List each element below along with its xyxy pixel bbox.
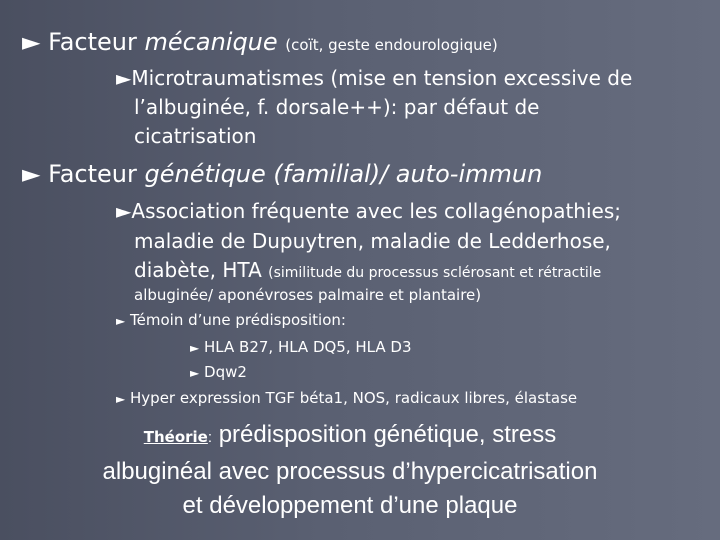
section2-sub-line4: albuginée/ aponévroses palmaire et plantaire) [134,286,482,304]
triangle-bullet-icon: ► [190,341,200,355]
section2-sub-line2: maladie de Dupuytren, maladie de Ledderhose, [134,229,611,253]
theory-line3: et développement d’une plaque [182,492,518,519]
theory-line2: albuginéal avec processus d’hypercicatrisation [102,458,598,485]
section1-title-b: mécanique [144,28,278,56]
section2-sub-line1: ►Association fréquente avec les collagénopathies; [116,199,621,223]
triangle-bullet-icon: ► [116,392,126,406]
triangle-bullet-icon: ► [22,160,41,188]
theory-label: Théorie [143,428,208,446]
list-item: ► Dqw2 [190,363,247,381]
section2-sub-line3: diabète, HTA (similitude du processus sclérosant et rétractile [134,258,602,282]
section1-title-note: (coït, geste endourologique) [285,36,498,54]
section2-heading [22,160,542,188]
section1-title-a: Facteur [48,28,137,56]
triangle-bullet-icon: ► [190,366,200,380]
section1-sub-line2: l’albuginée, f. dorsale++): par défaut de [134,95,540,119]
section2-title-b: génétique (familial)/ auto-immun [144,160,543,188]
triangle-bullet-icon: ► [22,28,41,56]
list-item: ► Témoin d’une prédisposition: [116,311,346,329]
section1-heading [22,28,498,56]
section1-sub-line1: ►Microtraumatismes (mise en tension excessive de [116,66,633,90]
theory-line1: Théorie: prédisposition génétique, stress [143,421,557,448]
triangle-bullet-icon: ► [116,66,132,90]
theory-block [40,418,660,523]
section1-sub-line3: cicatrisation [134,124,257,148]
triangle-bullet-icon: ► [116,314,126,328]
section2-title-a: Facteur [48,160,137,188]
triangle-bullet-icon: ► [116,199,132,223]
list-item: ► HLA B27, HLA DQ5, HLA D3 [190,338,412,356]
list-item: ► Hyper expression TGF béta1, NOS, radicaux libres, élastase [116,389,578,407]
section2-sub-line3-note: (similitude du processus sclérosant et rétractile [268,265,602,281]
